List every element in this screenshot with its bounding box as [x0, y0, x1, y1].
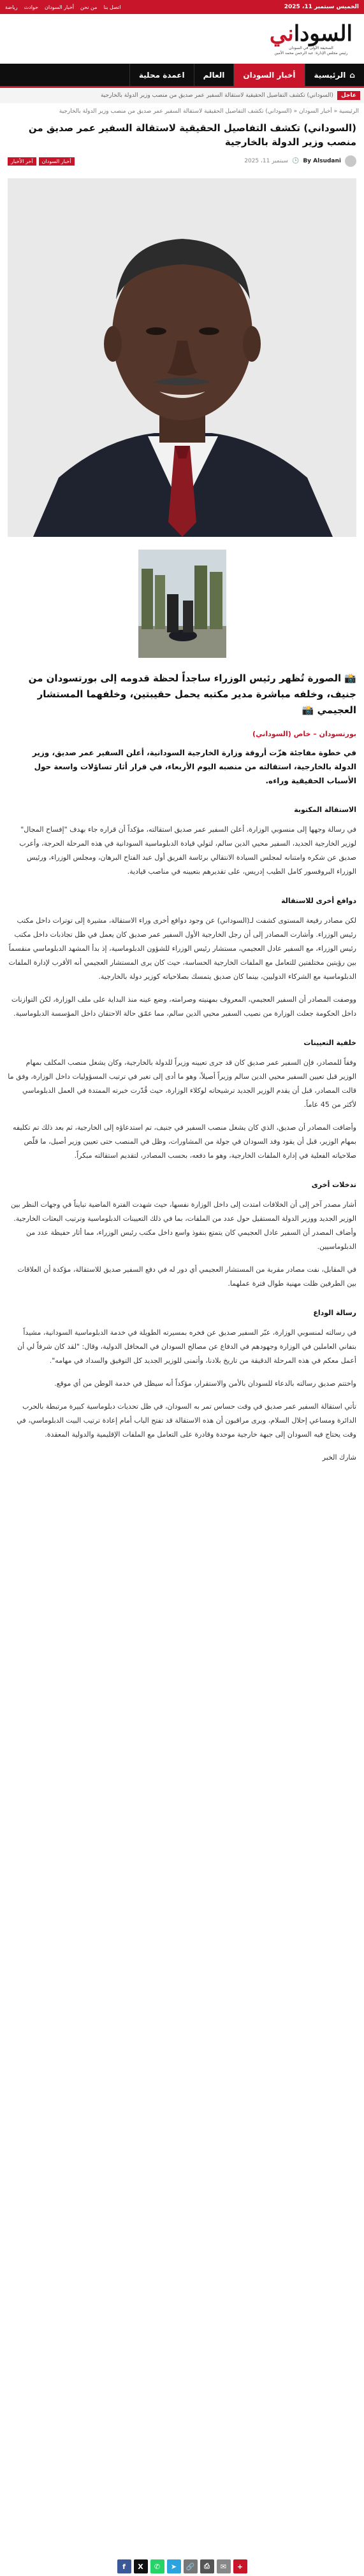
article-date: سبتمبر 11، 2025: [244, 158, 289, 164]
whatsapp-icon[interactable]: ✆: [150, 2559, 164, 2573]
top-link-about[interactable]: من نحن: [80, 4, 98, 10]
share-bar: [0, 2557, 364, 2576]
paragraph: تأتي استقالة السفير عمر صديق في وقت حساس تمر به السودان، في ظل تحديات دبلوماسية كبيرة مرتبطة بالحرب الدائرة ومساعي إحلال السلام، ويرى مراقبون أن هذه الاستقالة قد تفتح الباب أمام إعادة ترتيب البيت الدبلوماسي، في وقت يحتاج فيه السودان إلى جبهة خارجية موحدة وقادرة على التعامل مع الملفات الإقليمية والدولية المعقدة.: [17, 1402, 356, 1439]
top-link-contact[interactable]: اتصل بنا: [103, 4, 121, 10]
nav-item-local-columns[interactable]: [129, 64, 194, 86]
paragraph: واختتم صديق رسالته بالدعاء للسودان بالأمن والاستقرار، مؤكداً أنه سيظل في خدمة الوطن من أي موقع.: [54, 1379, 356, 1388]
article-secondary-image: [138, 550, 226, 658]
top-link-sports[interactable]: رياضة: [5, 4, 18, 10]
nav-item-label: الرئيسية: [314, 70, 346, 80]
share-icon[interactable]: +: [233, 2559, 247, 2573]
logo-tagline: الصحيفة الأولى في السودان: [289, 46, 333, 50]
article-lead: في خطوة مفاجئة هزّت أروقة وزارة الخارجية السودانية، أعلن السفير عمر صديق، وزير الدولة بالخارجية، استقالته من منصبه اليوم الأربعاء، في قرار أثار تساؤلات واسعة حول الأسباب الحقيقية وراءه.: [32, 748, 356, 785]
nav-item-label: العالم: [203, 70, 225, 80]
share-prompt: شارك الخبر: [322, 1453, 356, 1462]
print-icon[interactable]: ⎙: [200, 2559, 214, 2573]
header: [0, 14, 364, 64]
image-caption: 📸 الصورة تُظهر رئيس الوزراء ساجداً لحظة قدومه إلى بورتسودان من جنيف، وخلفه مباشرة مدير مكتبه يحمل حقيبتين، وخلفهما المستشار العجيمي 📸: [28, 672, 356, 716]
twitter-icon[interactable]: X: [134, 2559, 148, 2573]
nav-item-label: أخبار السودان: [243, 70, 296, 80]
avatar[interactable]: [345, 155, 356, 167]
article-title: (السوداني) تكشف التفاصيل الحقيقية لاستقالة السفير عمر صديق من منصب وزير الدولة بالخارجية: [28, 122, 356, 148]
nav-item-home[interactable]: [305, 64, 364, 86]
nav-item-world[interactable]: [194, 64, 234, 86]
home-icon: ⌂: [349, 70, 355, 80]
paragraph: وأضافت المصادر أن صديق، الذي كان يشغل منصب السفير في جنيف، تم استدعاؤه إلى الخارجية، ثم بعد ذلك تم تكليفه بمهام الوزير، قبل أن يقود وفد السودان في جولة من المشاورات، وظل في المنصب حتى تعيين وزير أصيل، ما قلّص صلاحياته الفعلية في إدارة الملفات الخارجية، وهو ما دفعه، بحسب المصادر، لتقديم استقالته مبكراً.: [13, 1123, 356, 1160]
breaking-text[interactable]: (السوداني) تكشف التفاصيل الحقيقية لاستقالة السفير عمر صديق من منصب وزير الدولة بالخارجية: [100, 92, 333, 99]
main-nav: [0, 64, 364, 88]
article: [0, 121, 364, 1465]
facebook-icon[interactable]: f: [117, 2559, 131, 2573]
telegram-icon[interactable]: ➤: [167, 2559, 181, 2573]
paragraph: ووصفت المصادر أن السفير العجيمي، المعروف بمهنيته وصرامته، وضع عينه منذ البداية على ملف الوزارة، لكن التوازنات داخل الحكومة جعلت الوزارة من نصيب السفير محيي الدين سالم، مما عمّق حالة الاحتقان داخل المؤسسة الدبلوماسية.: [11, 995, 356, 1018]
logo-text: السودا: [293, 21, 353, 46]
paragraph: في رسالته لمنسوبي الوزارة، عبّر السفير صديق عن فخره بمسيرته الطويلة في خدمة الدبلوماسية السودانية، مشيداً بتفاني العاملين في الوزارة وجهودهم في الدفاع عن مصالح السودان في المحافل الدولية، وقال: "لقد كان شرفاً لي أن أعمل معكم في هذه المرحلة الدقيقة من تاريخ بلادنا، وأتمنى للوزير الجديد كل التوفيق والسداد في مهامه".: [17, 1328, 356, 1365]
section-heading: تدخلات أخرى: [311, 1181, 356, 1189]
section-heading: دوافع أخرى للاستقالة: [281, 897, 356, 905]
top-link-incidents[interactable]: حوادث: [24, 4, 39, 10]
clock-icon: 🕒: [292, 158, 300, 164]
breaking-label: عاجل: [337, 91, 360, 100]
paragraph: في رسالة وجهها إلى منسوبي الوزارة، أعلن السفير عمر صديق استقالته، مؤكداً أن قراره جاء بهدف "إفساح المجال" لوزير الخارجية الجديد، السفير محيي الدين سالم، لتولي قيادة الدبلوماسية السودانية في هذه المرحلة الحرجة، وأعرب صديق عن شكره وامتنانه لمجلس السيادة الانتقالي برئاسة الفريق أول عبد الفتاح البرهان، ومجلس الوزراء، ورئيس الوزراء البروفسور كامل الطيب إدريس، على تقديرهم بتعيينه في مناصب قيادية.: [19, 825, 356, 876]
logo-text-accent: ني: [269, 21, 294, 46]
author-name[interactable]: By Alsudani: [303, 158, 341, 164]
current-date: الخميس سبتمبر 11، 2025: [284, 4, 359, 10]
top-link-sudan-news[interactable]: أخبار السودان: [45, 4, 75, 10]
breaking-ticker: [0, 88, 364, 103]
paragraph: أشار مصدر آخر إلى أن الخلافات امتدت إلى داخل الوزارة نفسها، حيث شهدت الفترة الماضية تبايناً في وجهات النظر بين الوزير الجديد ووزير الدولة المستقيل حول عدد من الملفات، بما في ذلك التعيينات الدبلوماسية وترتيب البعثات الخارجية. وأضاف المصدر أن السفير عادل العجيمي كان يتمتع بنفوذ واسع داخل مكتب رئيس الوزراء، مما أثار حفيظة عدد من الدبلوماسيين.: [10, 1200, 356, 1251]
link-icon[interactable]: 🔗: [184, 2559, 198, 2573]
category-tag[interactable]: أخبار السودان: [39, 157, 75, 166]
top-bar: [0, 0, 364, 14]
category-tag[interactable]: آخر الأخبار: [8, 157, 36, 166]
article-source: بورتسودان – خاص (السوداني): [252, 730, 356, 738]
site-logo[interactable]: [270, 22, 353, 56]
email-icon[interactable]: ✉: [217, 2559, 231, 2573]
nav-item-sudan-news[interactable]: [233, 64, 304, 86]
section-heading: الاستقالة المكتوبة: [294, 806, 356, 814]
paragraph: في المقابل، نفت مصادر مقربة من المستشار العجيمي أي دور له في دفع السفير صديق للاستقالة، مؤكدة أن العلاقات بين الطرفين ظلت مهنية طوال فترة عملهما.: [17, 1265, 356, 1288]
paragraph: وفقاً للمصادر، فإن السفير عمر صديق كان قد جرى تعيينه وزيراً للدولة بالخارجية، وكان يشغل منصب المكلف بمهام الوزير قبل تعيين السفير محيي الدين سالم وزيراً أصيلاً، وهو ما أدى إلى تغير في ترتيب المسؤوليات داخل الوزارة، وفق ما قالت المصادر، قبل أن يقدم الوزير الجديد ترشيحاته لوكلاء الوزارة، حيث قُدّرت خبرته الممتدة في العمل الدبلوماسي لأكثر من 45 عاماً.: [8, 1058, 356, 1109]
breadcrumb[interactable]: الرئيسية « أخبار السودان « (السوداني) تكشف التفاصيل الحقيقية لاستقالة السفير عمر صديق من منصب وزير الدولة بالخارجية: [59, 108, 359, 115]
paragraph: لكن مصادر رفيعة المستوى كشفت لـ(السوداني) عن وجود دوافع أخرى وراء الاستقالة، مشيرة إلى توترات داخل مكتب رئيس الوزراء. وأشارت المصادر إلى أن رجل الخارجية الأول السفير عمر صديق كان يعمل في ظل تجاذبات داخل مكتب رئيس الوزراء، مع السفير عادل العجيمي، مستشار رئيس الوزراء للشؤون الدبلوماسية، إذ بدأ المشهد الدبلوماسي منقسماً بين رؤيتين مختلفتين للتعامل مع الملفات الخارجية الحساسة، حيث كان يرى المستشار العجيمي أنه الأقرب لإدارة الملفات الدبلوماسية مع الشركاء الدوليين، بينما كان صديق يتمسك بصلاحياته كوزير دولة بالخارجية.: [8, 916, 356, 981]
section-heading: رسالة الوداع: [313, 1309, 356, 1317]
article-meta: [8, 155, 356, 167]
top-links: [5, 4, 121, 10]
logo-chairman: رئيس مجلس الإدارة: عبد الرحمن محمد الأمين: [274, 51, 348, 55]
article-main-image: [8, 178, 356, 537]
section-heading: خلفية التعيينات: [303, 1039, 356, 1047]
nav-item-label: اعمدة محلية: [138, 70, 185, 80]
